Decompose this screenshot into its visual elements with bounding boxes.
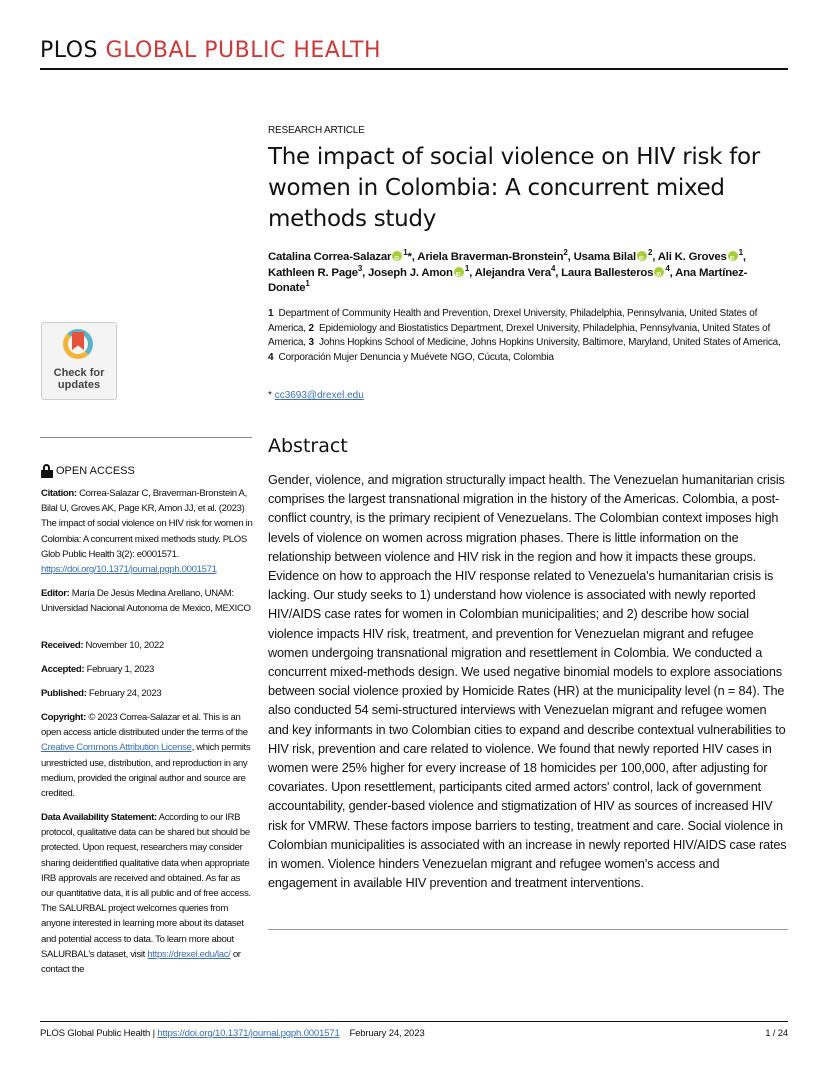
author-affiliation-number: 4 xyxy=(550,263,556,273)
accepted-date: February 1, 2023 xyxy=(86,664,155,675)
author-affiliation-number: 4 xyxy=(665,263,670,273)
author-affiliation-number: 1 xyxy=(738,248,743,258)
corresponding-email-link[interactable]: cc3693@drexel.edu xyxy=(274,390,364,401)
author-name: Ali K. Groves xyxy=(657,251,727,263)
journal-header xyxy=(40,36,381,66)
orcid-icon[interactable] xyxy=(728,251,738,261)
affiliations xyxy=(268,307,788,365)
published-label: Published: xyxy=(41,688,87,699)
author-affiliation-number: 3 xyxy=(357,263,363,273)
orcid-icon[interactable] xyxy=(654,267,664,277)
orcid-icon[interactable] xyxy=(392,251,402,261)
author-affiliation-number: 1 xyxy=(305,279,310,289)
editor-text: María De Jesús Medina Arellano, UNAM: Universidad Nacional Autonoma de Mexico, MEXICO xyxy=(41,588,251,615)
check-for-updates-line2: updates xyxy=(57,379,101,391)
article-title: The impact of social violence on HIV risk for women in Colombia: A concurrent mixed methods study xyxy=(268,144,760,232)
open-access-badge xyxy=(41,464,135,478)
footer-date: February 24, 2023 xyxy=(349,1028,425,1039)
orcid-icon[interactable] xyxy=(454,267,464,277)
corresponding-marker: * xyxy=(268,390,272,401)
abstract-body: Gender, violence, and migration structurally impact health. The Venezuelan humanitarian crisis comprises the largest transnational migration in the history of the Americas. Colombia, a post-conflict country, is the primary recipient of Venezuelans. The Colombian context imposes high levels of violence on women across migration phases. There is little information on the relationship between violence and HIV risk in the region and how it impacts these groups. Evidence on how to approach the HIV response related to Venezuela's humanitarian crisis is lacking. Our study seeks to 1) understand how violence is associated with newly reported HIV/AIDS case rates for women in Colombian municipalities; and 2) describe how social violence impacts HIV risk, treatment, and prevention for Venezuelan migrant and refugee women undergoing transnational migration and resettlement in Colombia. We conducted a concurrent mixed-methods design. We used negative binomial models to explore associations between social violence proxied by Homicide Rates (HR) at the municipality level (n = 84). The also conducted 54 semi-structured interviews with Venezuelan migrant and refugee women and key informants in two Colombian cities to expand and describe contextual vulnerabilities to HIV risk, prevention and care related to violence. We found that newly reported HIV cases in women were 25% higher for every increase of 18 homicides per 100,000, after adjusting for covariates. Upon resettlement, participants cited armed actors' control, lack of government accountability, gender-based violence and stigmatization of HIV as sources of increased HIV risk for VMRW. These factors impose barriers to testing, treatment and care. Social violence in Colombian municipalities is associated with an increase in newly reported HIV/AIDS case rates in women. Violence hinders Venezuelan migrant and refugee women's access and engagement in available HIV prevention and treatment interventions. xyxy=(268,473,787,891)
author-name: Catalina Correa-Salazar xyxy=(268,251,392,263)
author-affiliation-number: 2 xyxy=(563,248,568,258)
footer-doi-link[interactable]: https://doi.org/10.1371/journal.pgph.0001571 xyxy=(157,1028,340,1039)
abstract-heading: Abstract xyxy=(268,435,348,457)
author-affiliation-number: 1 xyxy=(403,248,408,258)
check-for-updates-label xyxy=(42,367,116,391)
corresponding-author xyxy=(268,390,364,401)
published-block xyxy=(41,686,253,701)
check-for-updates-button[interactable] xyxy=(41,322,117,400)
editor-block xyxy=(41,586,253,616)
author-list: Catalina Correa-Salazar iD $^1$*, Ariela Braverman-Bronstein$^2$, Usama Bilal iD $^2$, Ali K. GrovesiD $^1$, Kathleen R. Page$^3$, Joseph J. Amon iD $^1$, Alejandra Vera$^4$, Laura Ballesteros iD $^4$, Ana Martínez-Donate$^1$ xyxy=(268,250,788,297)
citation-doi-link[interactable]: https://doi.org/10.1371/journal.pgph.0001571 xyxy=(41,564,217,576)
affiliation-number: 1 xyxy=(268,308,274,319)
sidebar-divider xyxy=(40,437,252,438)
data-availability-block xyxy=(41,810,253,977)
accepted-block xyxy=(41,662,253,677)
affiliation-text: Department of Community Health and Prevention, Drexel University, Philadelphia, Pennsylvania, United States of America, xyxy=(268,308,758,334)
author-name: Laura Ballesteros xyxy=(561,266,654,279)
affiliation-number: 4 xyxy=(268,351,274,363)
corresponding-marker: * xyxy=(407,251,412,263)
data-availability-text: According to our IRB protocol, qualitative data can be shared but should be protected. Upon request, researchers may consider sharing deidentified qualitative data when appropriate IRB approvals are received and obtained. As far as our quantitative data, it is all public and of free access. The SALURBAL project welcomes queries from anyone interested in learning more about its dataset and potential access to data. To learn more about SALURBAL's dataset, visit xyxy=(41,812,251,960)
copyright-text-end: , which permits unrestricted use, distribution, and reproduction in any medium, provided the original author and source are credited. xyxy=(41,742,251,800)
affiliation-number: 2 xyxy=(308,322,314,334)
editor-label: Editor: xyxy=(41,588,70,599)
page-number: 1 / 24 xyxy=(765,1028,788,1039)
copyright-label: Copyright: xyxy=(41,712,86,723)
abstract-divider xyxy=(268,929,788,930)
salurbal-link[interactable]: https://drexel.edu/lac/ xyxy=(147,948,231,960)
header-divider xyxy=(40,68,788,70)
affiliation-text: Epidemiology and Biostatistics Department, Drexel University, Philadelphia, Pennsylvania, United States of America, xyxy=(268,322,771,348)
article-type: RESEARCH ARTICLE xyxy=(268,125,365,136)
footer-journal: PLOS Global Public Health | xyxy=(40,1028,155,1039)
author-name: Joseph J. Amon xyxy=(368,266,453,279)
data-availability-text-end: or contact the xyxy=(41,948,241,976)
footer-divider xyxy=(40,1021,788,1022)
author-affiliation-number: 1 xyxy=(464,263,470,273)
copyright-block xyxy=(41,710,253,801)
author-name: Ariela Braverman-Bronstein xyxy=(417,251,564,263)
journal-name: GLOBAL PUBLIC HEALTH xyxy=(105,38,382,63)
data-availability-label: Data Availability Statement: xyxy=(41,812,157,823)
orcid-icon[interactable] xyxy=(637,251,647,261)
published-date: February 24, 2023 xyxy=(88,688,162,699)
affiliation-text: Johns Hopkins School of Medicine, Johns Hopkins University, Baltimore, Maryland, United States of America, xyxy=(319,337,781,348)
author-name: Usama Bilal xyxy=(573,251,636,263)
received-label: Received: xyxy=(41,640,84,651)
author-name: Ana Martínez-Donate xyxy=(268,266,748,294)
copyright-text: © 2023 Correa-Salazar et al. This is an open access article distributed under the terms of the xyxy=(41,712,248,739)
license-link[interactable]: Creative Commons Attribution License xyxy=(41,742,192,754)
citation-text: Correa-Salazar C, Braverman-Bronstein A, Bilal U, Groves AK, Page KR, Amon JJ, et al. (2023) The impact of social violence on HIV risk for women in Colombia: A concurrent mixed methods study. PLOS Glob Public Health 3(2): e0001571. xyxy=(41,488,253,560)
author-name: Kathleen R. Page xyxy=(268,266,358,279)
accepted-label: Accepted: xyxy=(41,664,85,675)
page-footer xyxy=(40,1028,788,1039)
received-block xyxy=(41,638,253,653)
journal-prefix: PLOS xyxy=(40,38,99,63)
received-date: November 10, 2022 xyxy=(85,640,164,651)
author-name: Alejandra Vera xyxy=(474,266,551,279)
open-lock-icon xyxy=(41,464,53,478)
citation-block xyxy=(41,486,253,577)
check-for-updates-line1: Check for xyxy=(53,367,105,379)
affiliation-number: 3 xyxy=(308,337,314,348)
open-access-label: OPEN ACCESS xyxy=(56,465,135,477)
author-affiliation-number: 2 xyxy=(647,248,653,258)
affiliation-text: Corporación Mujer Denuncia y Muévete NGO, Cúcuta, Colombia xyxy=(278,351,554,363)
citation-label: Citation: xyxy=(41,488,77,499)
